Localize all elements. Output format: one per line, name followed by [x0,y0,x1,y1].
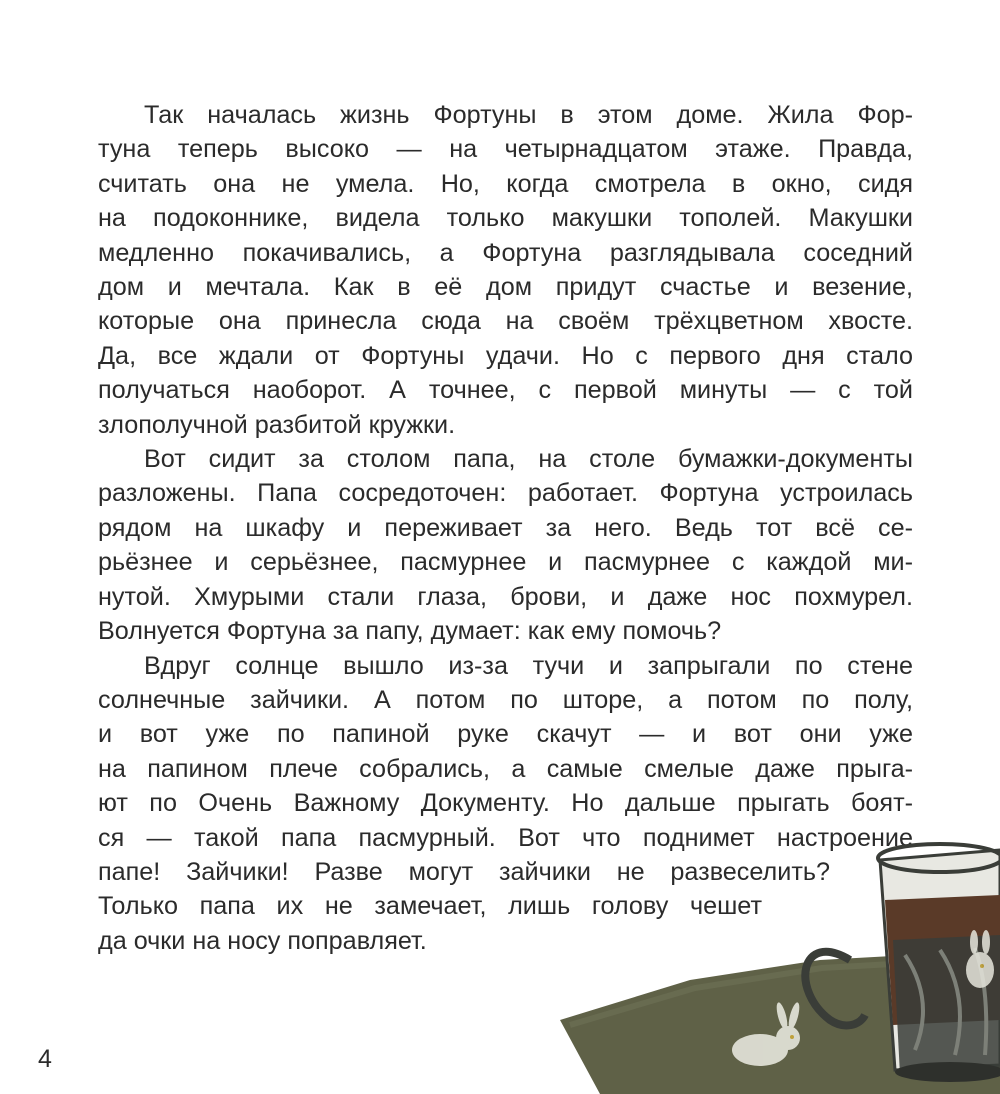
page-number: 4 [38,1045,52,1073]
text-line: разложены. Папа сосредоточен: работает. Фортуна устроилась [98,479,913,508]
text-line: да очки на носу поправляет. [98,926,427,955]
text-line: медленно покачивались, а Фортуна разглядывала соседний [98,238,913,267]
text-line: ся — такой папа пасмурный. Вот что поднимет настроение [98,823,913,852]
text-line: которые она принесла сюда на своём трёхцветном хвосте. [98,307,913,336]
text-line: рядом на шкафу и переживает за него. Ведь тот всё се- [98,513,913,542]
text-line: на папином плече собрались, а самые смелые даже пpыга- [98,754,913,783]
text-line: Волнуется Фортуна за папу, думает: как ему помочь? [98,617,722,646]
text-line: считать она не умела. Но, когда смотрела в окно, сидя [98,169,913,198]
paragraph-2 [98,442,913,648]
tea-glass-illustration [560,820,1000,1094]
text-line: папе! Зайчики! Разве могут зайчики не развеселить? [98,857,830,886]
text-line: Вот сидит за столом папа, на столе бумажки-документы [144,445,913,474]
text-line: Да, все ждали от Фортуны удачи. Но с первого дня стало [98,341,913,370]
text-line: рьёзнее и серьёзнее, пасмурнее и пасмурнее с каждой ми- [98,548,913,577]
text-line: и вот уже по папиной руке скачут — и вот они уже [98,720,913,749]
text-line: Так началась жизнь Фортуны в этом доме. Жила Фор- [144,101,913,129]
text-line: Только папа их не замечает, лишь голову чешет [98,892,762,921]
text-line: нутой. Хмурыми стали глаза, брови, и даже нос похмурел. [98,582,913,611]
text-line: на подоконнике, видела только макушки тополей. Макушки [98,204,913,233]
text-line: ют по Очень Важному Документу. Но дальше прыгать боят- [98,789,913,818]
text-line: получаться наоборот. А точнее, с первой минуты — с той [98,376,913,405]
text-line: Вдруг солнце вышло из-за тучи и запрыгали по стене [144,651,913,680]
text-line: туна теперь высоко — на четырнадцатом этаже. Правда, [98,135,913,164]
text-line: злополучной разбитой кружки. [98,410,456,439]
text-line: солнечные зайчики. А потом по шторе, а потом по полу, [98,685,913,714]
text-line: дом и мечтала. Как в её дом придут счастье и везение, [98,273,913,302]
paragraph-1 [98,98,913,442]
